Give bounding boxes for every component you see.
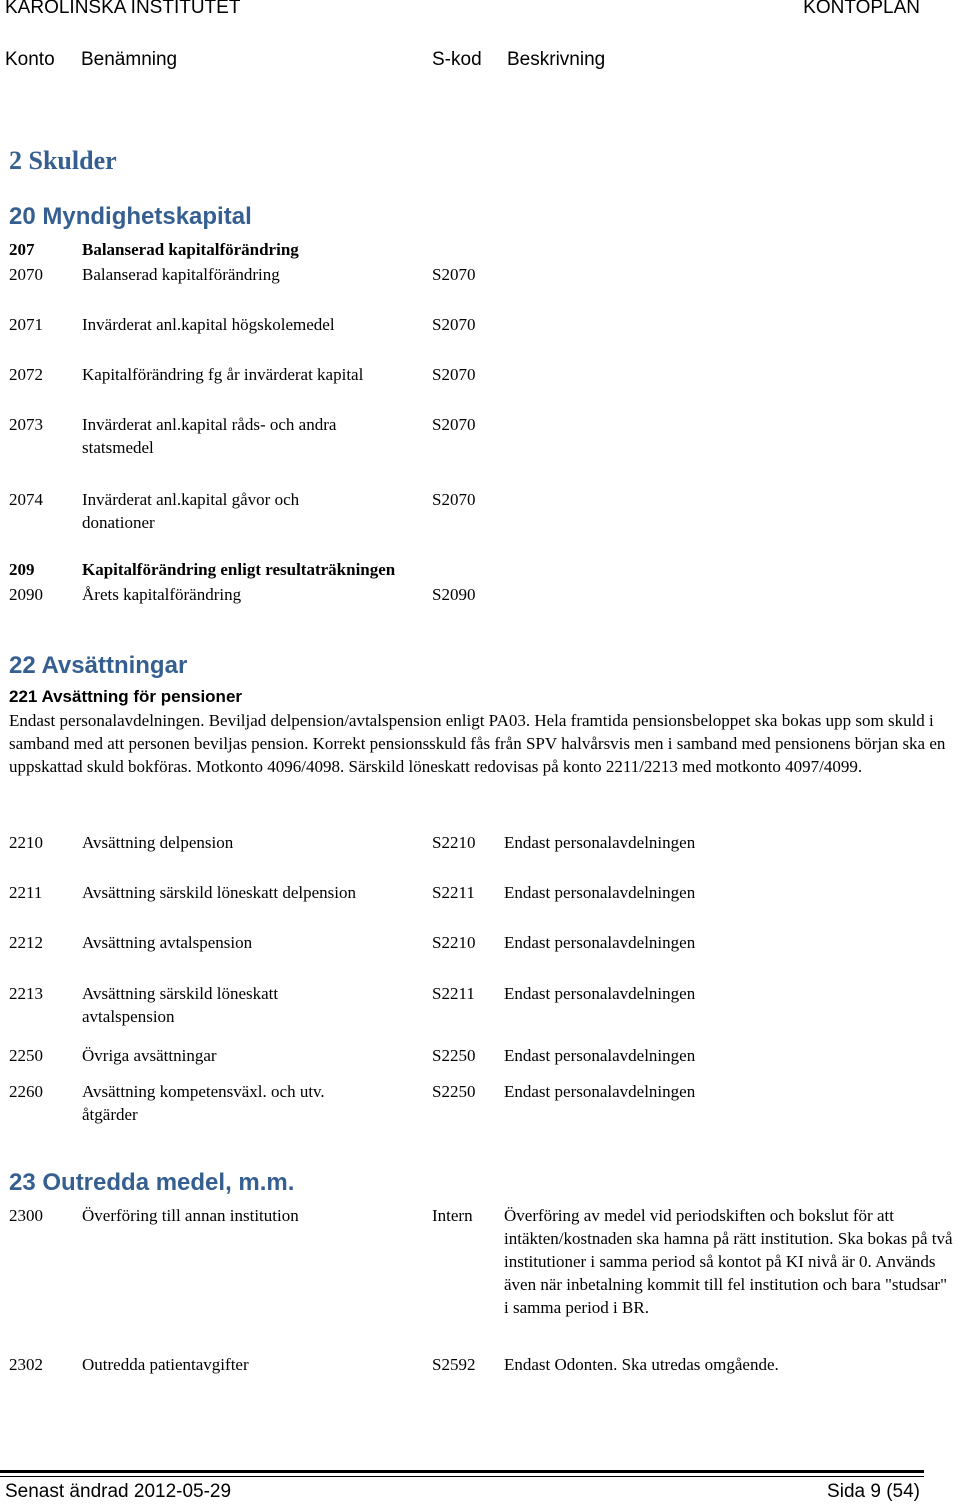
benamning-cell: Avsättning kompetensväxl. och utv. åtgärder [82,1082,325,1124]
pension-paragraph: Endast personalavdelningen. Beviljad delpension/avtalspension enligt PA03. Hela framtida pensionsbeloppet ska bokas upp som skuld i samband med att personen beviljas pension. Korrekt pensionsskuld fås från SPV halvårsvis men i samband med pensionens början ska en uppskattad skuld bokföras. Motkonto 4096/4098. Särskild löneskatt redovisas på konto 2211/2213 med motkonto 4097/4099. [9,711,946,776]
heading-23: 23 Outredda medel, m.m. [9,1169,295,1196]
skod-cell: S2090 [432,585,476,604]
konto-cell: 2070 [9,265,43,284]
column-header-konto: Konto [5,49,55,70]
org-name: KAROLINSKA INSTITUTET [5,0,241,18]
benamning-cell: Avsättning särskild löneskatt delpension [82,883,357,902]
konto-cell: 2074 [9,490,43,509]
konto-cell: 2212 [9,933,43,952]
konto-cell: 2210 [9,833,43,852]
skod-cell: S2211 [432,984,475,1003]
konto-cell: 2071 [9,315,43,334]
benamning-cell: Invärderat anl.kapital gåvor och donationer [82,490,300,532]
beskrivning-cell: Endast Odonten. Ska utredas omgående. [504,1355,779,1374]
benamning-cell: Avsättning avtalspension [82,933,253,952]
group-221: 221 Avsättning för pensioner [9,687,243,706]
skod-cell: S2070 [432,265,476,284]
konto-cell: 2213 [9,984,43,1003]
konto-cell: 2260 [9,1082,43,1101]
group-name-209: Kapitalförändring enligt resultaträkningen [82,560,396,579]
last-modified: Senast ändrad 2012-05-29 [5,1481,232,1502]
document-title: KONTOPLAN [803,0,920,18]
benamning-cell: Invärderat anl.kapital högskolemedel [82,315,335,334]
heading-20: 20 Myndighetskapital [9,203,252,230]
konto-cell: 2211 [9,883,43,902]
skod-cell: S2210 [432,833,476,852]
beskrivning-cell: Endast personalavdelningen [504,1046,696,1065]
konto-cell: 2090 [9,585,43,604]
benamning-cell: Avsättning delpension [82,833,234,852]
page-number: Sida 9 (54) [827,1481,920,1502]
beskrivning-cell: Endast personalavdelningen [504,933,696,952]
group-code-207: 207 [9,240,35,259]
group-code-209: 209 [9,560,35,579]
konto-cell: 2300 [9,1206,43,1225]
skod-cell: S2070 [432,365,476,384]
footer-divider [0,1470,924,1473]
skod-cell: S2211 [432,883,475,902]
skod-cell: S2070 [432,490,476,509]
skod-cell: S2070 [432,315,476,334]
beskrivning-cell: Endast personalavdelningen [504,883,696,902]
benamning-cell: Avsättning särskild löneskatt avtalspension [82,984,279,1026]
column-header-skod: S-kod [432,49,482,70]
skod-cell: S2070 [432,415,476,434]
column-header-benamning: Benämning [81,49,178,70]
benamning-cell: Balanserad kapitalförändring [82,265,280,284]
benamning-cell: Övriga avsättningar [82,1046,217,1065]
konto-cell: 2073 [9,415,43,434]
beskrivning-cell: Överföring av medel vid periodskiften och bokslut för att intäkten/kostnaden ska hamna på rätt institution. Ska bokas på två institutioner i samma period så kontot på KI nivå är 0. Används även när inbetalning kommit till fel institution och bara "studsar" i samma period i BR. [504,1206,953,1317]
konto-cell: 2302 [9,1355,43,1374]
beskrivning-cell: Endast personalavdelningen [504,984,696,1003]
benamning-cell: Överföring till annan institution [82,1206,299,1225]
benamning-cell: Outredda patientavgifter [82,1355,249,1374]
footer-divider-thin [0,1476,924,1477]
beskrivning-cell: Endast personalavdelningen [504,1082,696,1101]
konto-cell: 2072 [9,365,43,384]
group-name-207: Balanserad kapitalförändring [82,240,299,259]
skod-cell: S2250 [432,1082,476,1101]
benamning-cell: Årets kapitalförändring [82,585,242,604]
column-header-beskrivning: Beskrivning [507,49,606,70]
benamning-cell: Kapitalförändring fg år invärderat kapital [82,365,364,384]
heading-22: 22 Avsättningar [9,652,188,679]
beskrivning-cell: Endast personalavdelningen [504,833,696,852]
section-title: 2 Skulder [9,146,117,175]
skod-cell: S2250 [432,1046,476,1065]
benamning-cell: Invärderat anl.kapital råds- och andra statsmedel [82,415,337,457]
konto-cell: 2250 [9,1046,43,1065]
skod-cell: S2210 [432,933,476,952]
skod-cell: S2592 [432,1355,476,1374]
skod-cell: Intern [432,1206,473,1225]
